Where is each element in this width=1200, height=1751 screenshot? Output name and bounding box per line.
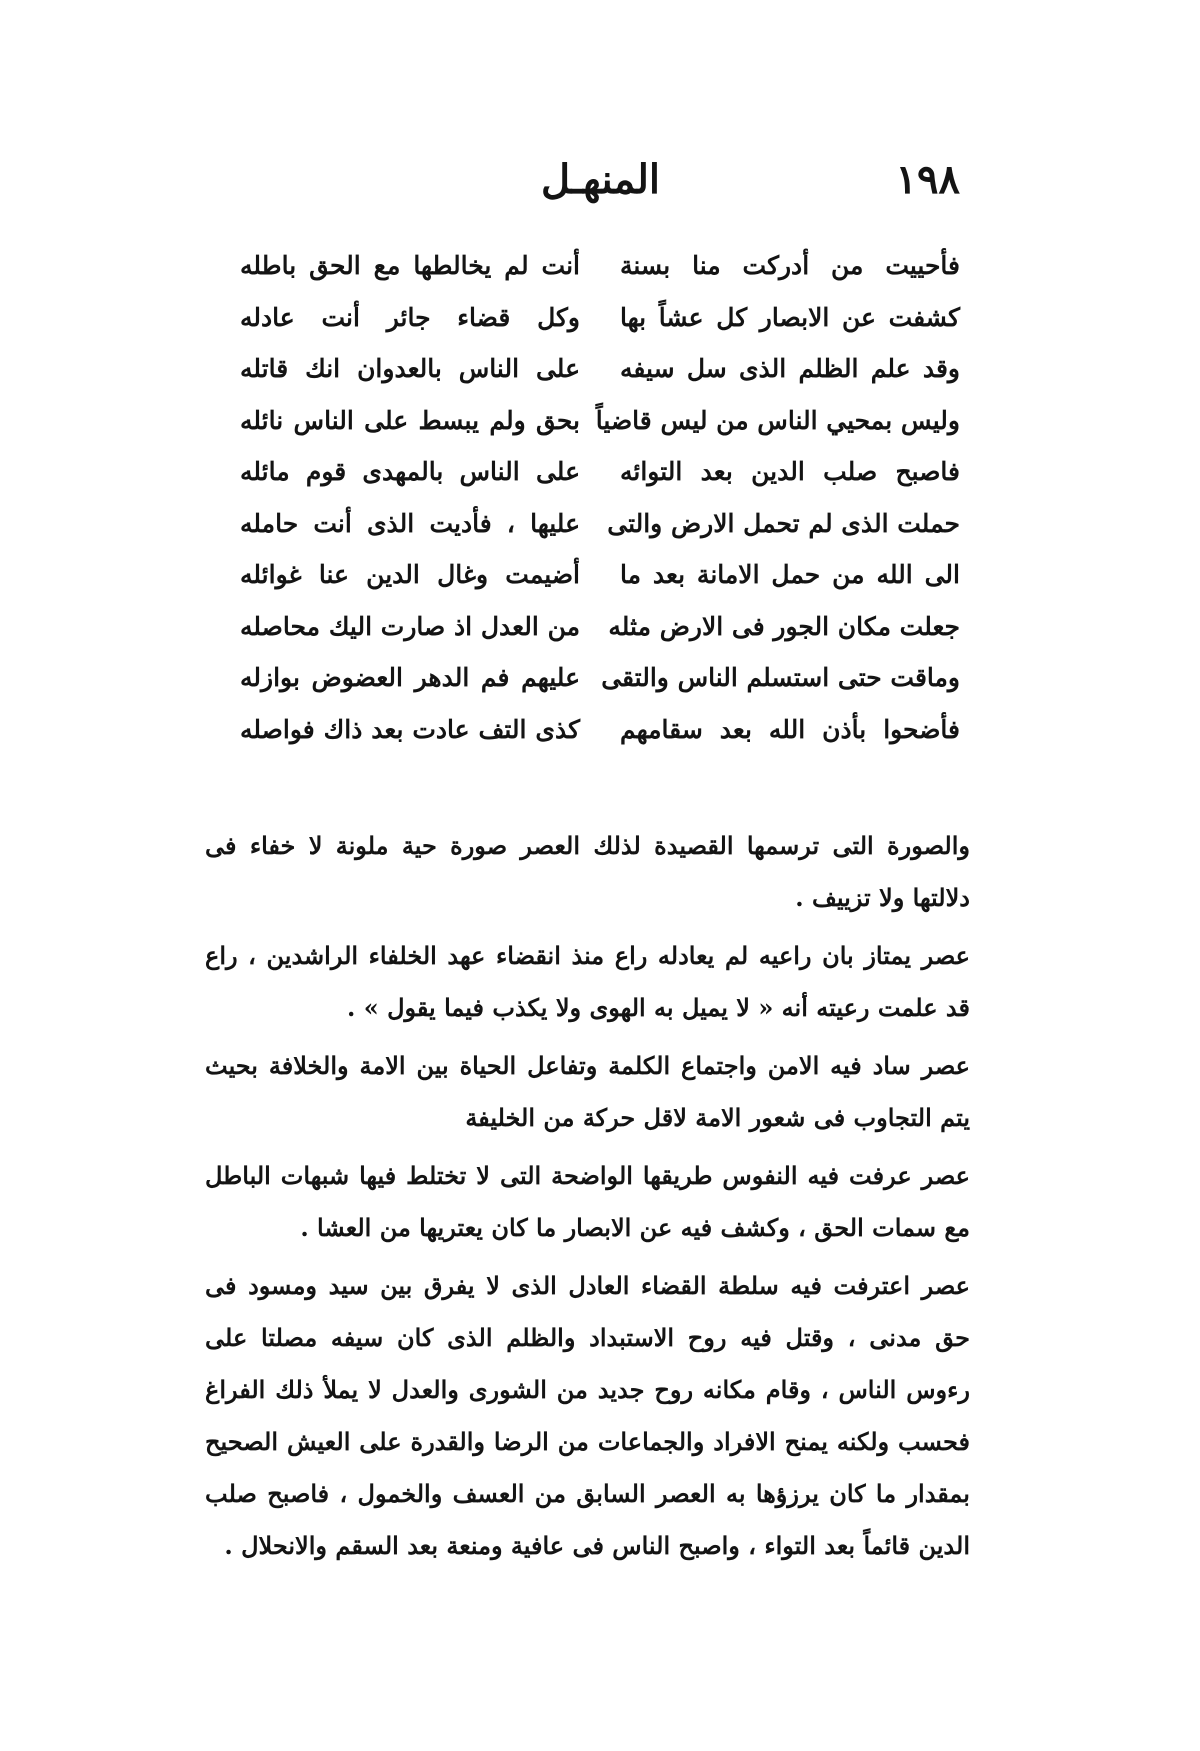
second-hemistich: عليها ، فأديت الذى أنت حامله bbox=[240, 508, 580, 538]
paragraph: عصر يمتاز بان راعيه لم يعادله راع منذ انقضاء عهد الخلفاء الراشدين ، راع قد علمت رعيته أنه « لا يميل به الهوى ولا يكذب فيما يقول » . bbox=[205, 941, 970, 1022]
second-hemistich: أنت لم يخالطها مع الحق باطله bbox=[240, 251, 580, 281]
second-hemistich: عليهم فم الدهر العضوض بوازله bbox=[240, 663, 580, 693]
page-header bbox=[200, 150, 970, 210]
poem-verse bbox=[240, 652, 960, 704]
second-hemistich: على الناس بالعدوان انك قاتله bbox=[240, 354, 580, 384]
poem-verse bbox=[240, 240, 960, 292]
paragraph: عصر ساد فيه الامن واجتماع الكلمة وتفاعل الحياة بين الامة والخلافة بحيث يتم التجاوب فى شعور الامة لاقل حركة من الخليفة bbox=[205, 1051, 970, 1132]
poem-verse bbox=[240, 446, 960, 498]
first-hemistich: الى الله من حمل الامانة بعد ما bbox=[620, 560, 960, 590]
first-hemistich: وليس بمحيي الناس من ليس قاضياً bbox=[595, 405, 960, 435]
first-hemistich: حملت الذى لم تحمل الارض والتى bbox=[607, 508, 960, 538]
paragraph: والصورة التى ترسمها القصيدة لذلك العصر صورة حية ملونة لا خفاء فى دلالتها ولا تزييف . bbox=[205, 831, 970, 912]
second-hemistich: على الناس بالمهدى قوم مائله bbox=[240, 457, 580, 487]
second-hemistich: كذى التف عادت بعد ذاك فواصله bbox=[240, 714, 580, 744]
poem-verse bbox=[240, 704, 960, 756]
poem bbox=[240, 240, 960, 755]
page-number: ١٩٨ bbox=[895, 156, 960, 203]
first-hemistich: فأحييت من أدركت منا بسنة bbox=[620, 251, 960, 281]
paragraph: عصر اعترفت فيه سلطة القضاء العادل الذى لا يفرق بين سيد ومسود فى حق مدنى ، وقتل فيه روح الاستبداد والظلم الذى كان سيفه مصلتا على رءوس الناس ، وقام مكانه روح جديد من الشورى والعدل لا يملأ ذلك الفراغ فحسب ولكنه يمنح الافراد والجماعات من الرضا والقدرة على العيش الصحيح بمقدار ما كان يرزؤها به العصر السابق من العسف والخمول ، فاصبح صلب الدين قائماً بعد التواء ، واصبح الناس فى عافية ومنعة بعد السقم والانحلال . bbox=[205, 1271, 970, 1560]
poem-verse bbox=[240, 498, 960, 550]
first-hemistich: وماقت حتى استسلم الناس والتقى bbox=[601, 663, 960, 693]
prose-body bbox=[205, 820, 970, 1572]
second-hemistich: من العدل اذ صارت اليك محاصله bbox=[240, 611, 580, 641]
poem-verse bbox=[240, 549, 960, 601]
running-title: المنهـل bbox=[541, 156, 660, 203]
second-hemistich: بحق ولم يبسط على الناس نائله bbox=[240, 405, 580, 435]
poem-verse bbox=[240, 292, 960, 344]
first-hemistich: فاصبح صلب الدين بعد التوائه bbox=[620, 457, 960, 487]
second-hemistich: أضيمت وغال الدين عنا غوائله bbox=[240, 560, 580, 590]
paragraph: عصر عرفت فيه النفوس طريقها الواضحة التى لا تختلط فيها شبهات الباطل مع سمات الحق ، وكشف فيه عن الابصار ما كان يعتريها من العشا . bbox=[205, 1161, 970, 1242]
second-hemistich: وكل قضاء جائر أنت عادله bbox=[240, 302, 580, 332]
first-hemistich: كشفت عن الابصار كل عشاً بها bbox=[620, 302, 960, 332]
first-hemistich: وقد علم الظلم الذى سل سيفه bbox=[620, 354, 960, 384]
poem-verse bbox=[240, 395, 960, 447]
poem-verse bbox=[240, 343, 960, 395]
poem-verse bbox=[240, 601, 960, 653]
first-hemistich: جعلت مكان الجور فى الارض مثله bbox=[608, 611, 960, 641]
first-hemistich: فأضحوا بأذن الله بعد سقامهم bbox=[620, 714, 960, 744]
